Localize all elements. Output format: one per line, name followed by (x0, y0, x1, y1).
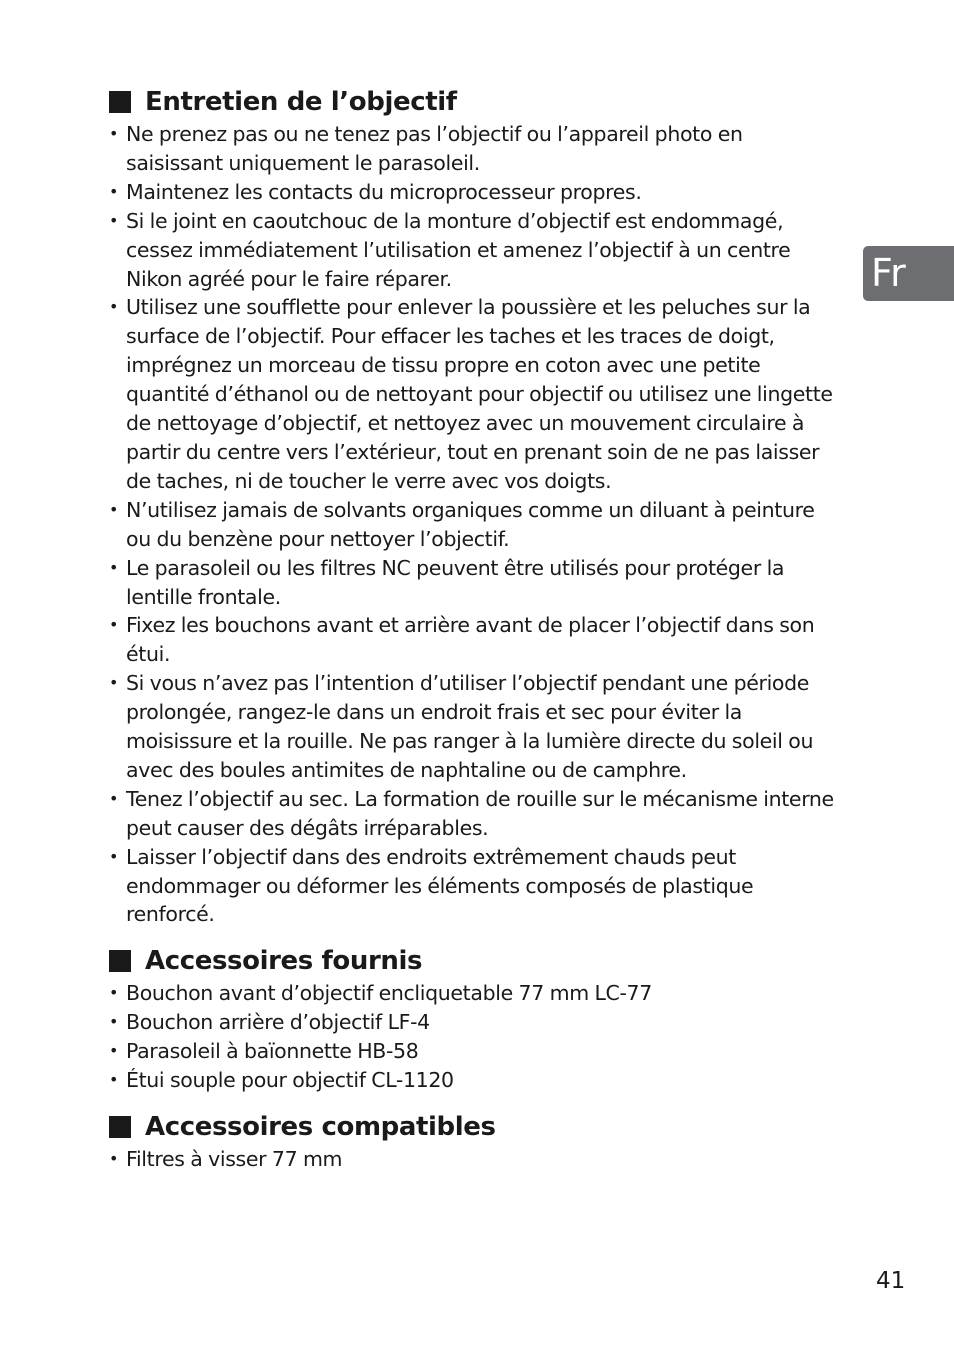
bullet-icon: • (109, 846, 119, 866)
list-item-text: Maintenez les contacts du microprocesseur propres. (126, 179, 642, 204)
list-item-text: Filtres à visser 77 mm (126, 1147, 343, 1171)
list-item-text: Utilisez une soufflette pour enlever la poussière et les peluches sur la surface de l’objectif. Pour effacer les taches et les traces de doigt, imprégnez un morceau de tissu propre en coton avec une petite quantité d’éthanol ou de nettoyant pour objectif ou utilisez une lingette de nettoyage d’objectif, et nettoyez avec un mouvement circulaire à partir du centre vers l’extérieur, tout en prenant soin de ne pas laisser de taches, ni de toucher le verre avec vos doigts. (126, 295, 833, 493)
list-item (109, 669, 844, 785)
bullet-icon: • (109, 673, 119, 693)
list-item-text: Bouchon arrière d’objectif LF-4 (126, 1010, 430, 1035)
list-item-text: Si vous n’avez pas l’intention d’utiliser l’objectif pendant une période prolongée, rangez-le dans un endroit frais et sec pour éviter la moisissure et la rouille. Ne pas ranger à la lumière directe du soleil ou avec des boules antimites de naphtaline ou de camphre. (126, 671, 814, 782)
bullet-icon: • (109, 1012, 119, 1032)
square-bullet-icon (109, 1116, 131, 1138)
list-item (109, 1145, 844, 1174)
bullet-icon: • (109, 788, 119, 808)
bullet-list-entretien (109, 120, 844, 929)
list-item (109, 611, 844, 669)
list-item (109, 843, 844, 930)
list-item (109, 785, 844, 843)
list-item (109, 120, 844, 178)
bullet-icon: • (109, 210, 119, 230)
section-heading-entretien (109, 84, 844, 120)
section-heading-text: Accessoires fournis (145, 946, 423, 977)
bullet-list-accessoires-compatibles (109, 1145, 844, 1174)
list-item (109, 496, 844, 554)
bullet-icon: • (109, 297, 119, 317)
square-bullet-icon (109, 950, 131, 972)
list-item-text: Parasoleil à baïonnette HB-58 (126, 1039, 419, 1064)
list-item-text: Laisser l’objectif dans des endroits extrêmement chauds peut endommager ou déformer les éléments composés de plastique renforcé. (126, 844, 754, 927)
square-bullet-icon (109, 91, 131, 113)
bullet-icon: • (109, 983, 119, 1003)
bullet-icon: • (109, 1041, 119, 1061)
bullet-icon: • (109, 1149, 119, 1168)
list-item (109, 979, 844, 1008)
list-item (109, 1066, 844, 1095)
list-item (109, 1037, 844, 1066)
list-item-text: Étui souple pour objectif CL-1120 (126, 1068, 454, 1093)
list-item-text: Le parasoleil ou les filtres NC peuvent être utilisés pour protéger la lentille frontale. (126, 555, 785, 609)
list-item (109, 207, 844, 294)
bullet-icon: • (109, 557, 119, 577)
section-heading-accessoires-compatibles (109, 1109, 844, 1145)
language-tab: Fr (863, 246, 954, 301)
bullet-icon: • (109, 615, 119, 635)
list-item (109, 293, 844, 495)
list-item-text: Tenez l’objectif au sec. La formation de rouille sur le mécanisme interne peut causer des dégâts irréparables. (126, 786, 834, 840)
page-content (109, 84, 844, 1174)
list-item-text: Si le joint en caoutchouc de la monture d’objectif est endommagé, cessez immédiatement l’utilisation et amenez l’objectif à un centre Nikon agréé pour le faire réparer. (126, 208, 791, 291)
section-heading-text: Accessoires compatibles (145, 1112, 496, 1142)
bullet-icon: • (109, 124, 119, 143)
list-item (109, 1008, 844, 1037)
bullet-list-accessoires-fournis (109, 979, 844, 1095)
list-item-text: Bouchon avant d’objectif encliquetable 77 mm LC-77 (126, 981, 652, 1006)
list-item-text: N’utilisez jamais de solvants organiques comme un diluant à peinture ou du benzène pour nettoyer l’objectif. (126, 497, 815, 551)
bullet-icon: • (109, 499, 119, 519)
list-item-text: Ne prenez pas ou ne tenez pas l’objectif ou l’appareil photo en saisissant uniquement le parasoleil. (126, 122, 743, 175)
list-item-text: Fixez les bouchons avant et arrière avant de placer l’objectif dans son étui. (126, 613, 815, 667)
bullet-icon: • (109, 1070, 119, 1090)
list-item (109, 178, 844, 207)
page-number: 41 (876, 1268, 906, 1294)
section-heading-accessoires-fournis (109, 943, 844, 979)
bullet-icon: • (109, 181, 119, 201)
list-item (109, 554, 844, 612)
section-heading-text: Entretien de l’objectif (145, 87, 457, 117)
